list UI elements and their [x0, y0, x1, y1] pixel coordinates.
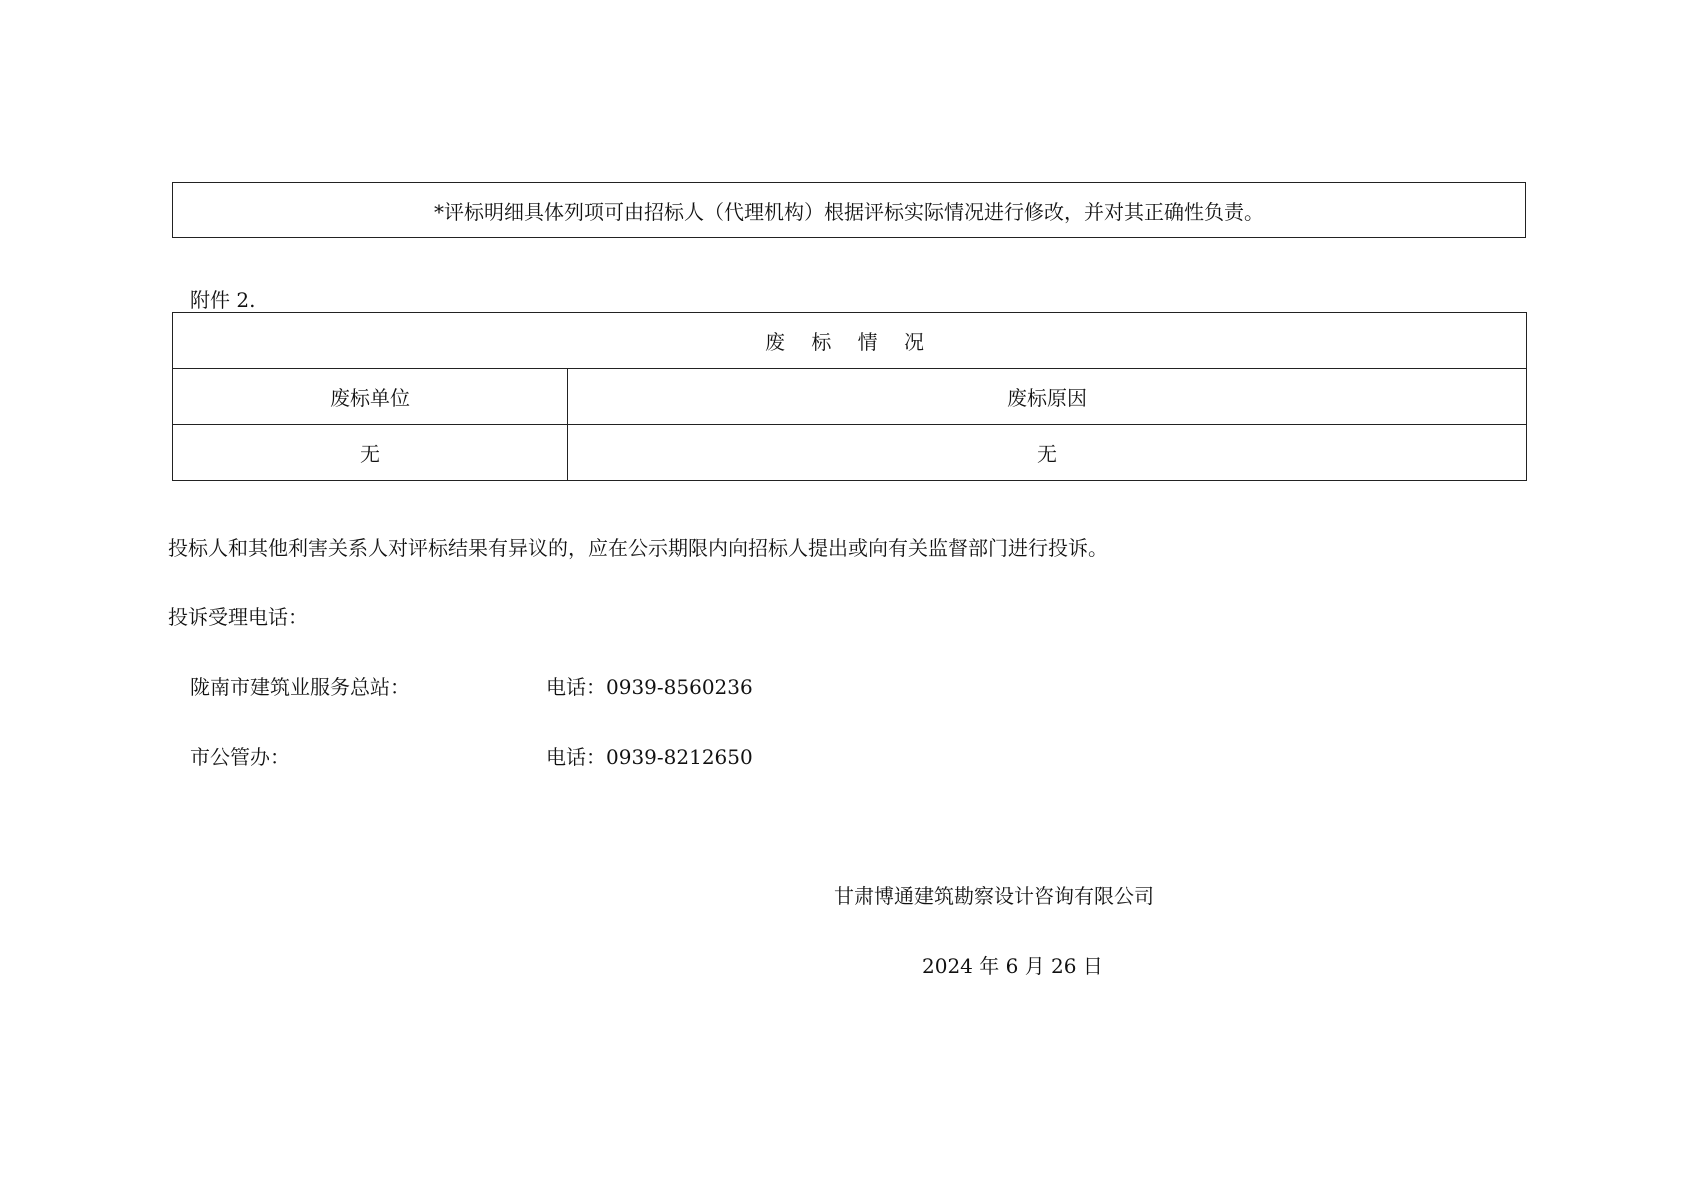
- contact-name: 市公管办：: [190, 745, 290, 769]
- contact-phone: 电话：0939-8560236: [546, 675, 753, 699]
- header-void-reason: 废标原因: [568, 369, 1527, 425]
- table-title-row: [173, 313, 1527, 369]
- table-row: [173, 425, 1527, 481]
- evaluation-note-box: [172, 182, 1526, 238]
- cell-void-reason: 无: [568, 425, 1527, 481]
- evaluation-note-text: *评标明细具体列项可由招标人（代理机构）根据评标实际情况进行修改，并对其正确性负责。: [434, 199, 1264, 224]
- table-header-row: [173, 369, 1527, 425]
- void-bid-table: [172, 312, 1527, 481]
- cell-void-unit: 无: [173, 425, 568, 481]
- objection-paragraph: 投标人和其他利害关系人对评标结果有异议的，应在公示期限内向招标人提出或向有关监督部门进行投诉。: [168, 536, 1108, 560]
- header-void-unit: 废标单位: [173, 369, 568, 425]
- company-signature: 甘肃博通建筑勘察设计咨询有限公司: [834, 884, 1154, 908]
- table-title: 废 标 情 况: [173, 313, 1527, 369]
- document-date: 2024 年 6 月 26 日: [922, 954, 1103, 978]
- contact-phone: 电话：0939-8212650: [546, 745, 753, 769]
- complaint-heading: 投诉受理电话：: [168, 605, 308, 629]
- contact-name: 陇南市建筑业服务总站：: [190, 675, 410, 699]
- attachment-label: 附件 2.: [190, 288, 256, 312]
